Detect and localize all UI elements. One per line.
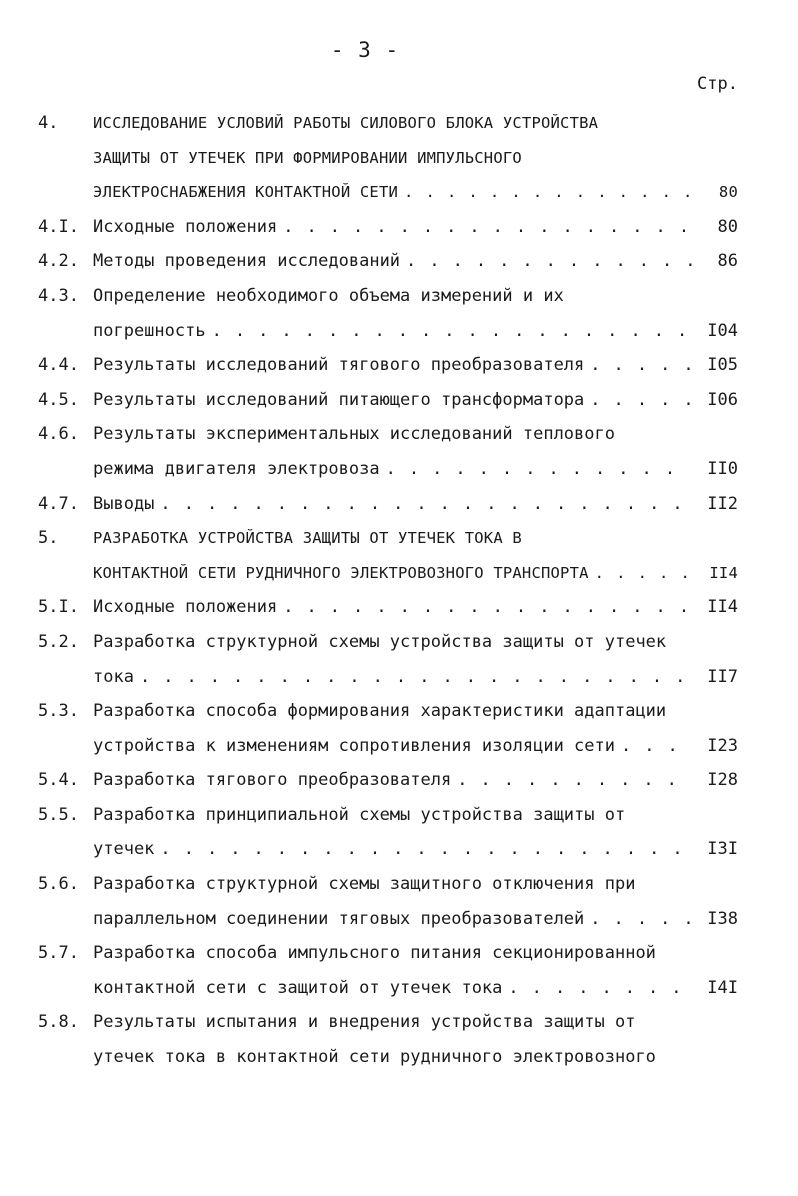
toc-entry-title: тока <box>93 666 134 687</box>
toc-entry-text <box>93 867 738 902</box>
toc-entry-text <box>93 348 738 383</box>
dot-leader <box>283 590 692 625</box>
toc-page-number: 86 <box>717 251 738 272</box>
toc-page-number: II2 <box>707 493 738 514</box>
toc-entry-number: 4.2. <box>38 251 79 272</box>
toc-line <box>0 279 798 314</box>
toc-page-number: II4 <box>707 597 738 618</box>
toc-entry-title: Разработка структурной схемы защитного отключения при <box>93 874 636 895</box>
toc-entry-text <box>93 314 738 349</box>
toc-line <box>0 1040 798 1075</box>
toc-line <box>0 348 798 383</box>
toc-line <box>0 867 798 902</box>
toc-entry-title: Исходные положения <box>93 597 278 618</box>
toc-page-number: I28 <box>707 770 738 791</box>
toc-line <box>0 625 798 660</box>
toc-entry-text <box>93 106 738 141</box>
toc-entry-title: Результаты исследований тягового преобразователя <box>93 355 585 376</box>
toc-line <box>0 694 798 729</box>
toc-page-number: I04 <box>707 320 738 341</box>
toc-page-number: I3I <box>707 839 738 860</box>
toc-entry-number: 4.7. <box>38 493 79 514</box>
toc-line <box>0 314 798 349</box>
toc-entry-text <box>93 244 738 279</box>
toc-entry-text <box>93 521 738 556</box>
dot-leader <box>406 244 692 279</box>
toc-entry-text <box>93 798 738 833</box>
toc-line <box>0 590 798 625</box>
dot-leader <box>595 556 692 591</box>
toc-entry-title: Исходные положения <box>93 216 278 237</box>
toc-entry-title: ЭЛЕКТРОСНАБЖЕНИЯ КОНТАКТНОЙ СЕТИ <box>93 183 399 202</box>
toc-entry-number: 5.8. <box>38 1012 79 1033</box>
toc-entry-number: 5.6. <box>38 874 79 895</box>
toc-page-number: I4I <box>707 977 738 998</box>
toc-entry-text <box>93 556 738 591</box>
toc-line <box>0 521 798 556</box>
toc-line <box>0 383 798 418</box>
toc-entry-text <box>93 902 738 937</box>
toc-entry-title: режима двигателя электровоза <box>93 458 380 479</box>
toc-entry-title: Результаты экспериментальных исследований теплового <box>93 424 615 445</box>
toc-page-number: I23 <box>707 735 738 756</box>
toc-entry-number: 4.I. <box>38 216 79 237</box>
toc-entry-text <box>93 590 738 625</box>
toc-line <box>0 210 798 245</box>
toc-line <box>0 832 798 867</box>
toc-entry-text <box>93 487 738 522</box>
toc-entry-text <box>93 625 738 660</box>
toc-line <box>0 902 798 937</box>
dot-leader <box>590 902 692 937</box>
toc-entry-number: 5.4. <box>38 770 79 791</box>
toc-entry-title: КОНТАКТНОЙ СЕТИ РУДНИЧНОГО ЭЛЕКТРОВОЗНОГО ТРАНСПОРТА <box>93 563 589 582</box>
toc-entry-title: устройства к изменениям сопротивления изоляции сети <box>93 735 615 756</box>
dot-leader <box>283 210 692 245</box>
toc-entry-title: Разработка структурной схемы устройства защиты от утечек <box>93 631 667 652</box>
toc-entry-text <box>93 452 738 487</box>
toc-entry-title: параллельном соединении тяговых преобразователей <box>93 908 585 929</box>
toc-entry-text <box>93 279 738 314</box>
dot-leader <box>621 729 692 764</box>
toc-line <box>0 798 798 833</box>
dot-leader <box>404 175 692 210</box>
toc-entry-number: 4.4. <box>38 355 79 376</box>
toc-line <box>0 175 798 210</box>
toc-line <box>0 556 798 591</box>
page-number: - 3 - <box>330 38 400 62</box>
toc-line <box>0 452 798 487</box>
dot-leader <box>590 383 692 418</box>
toc-page-number: 80 <box>718 183 738 202</box>
toc-entry-title: Результаты исследований питающего трансформатора <box>93 389 585 410</box>
toc-entry-title: Выводы <box>93 493 155 514</box>
toc-entry-title: Разработка способа формирования характеристики адаптации <box>93 701 667 722</box>
toc-entry-number: 4.3. <box>38 285 79 306</box>
dot-leader <box>160 487 692 522</box>
toc-entry-text <box>93 763 738 798</box>
toc-entry-title: Методы проведения исследований <box>93 251 401 272</box>
toc-entry-number: 4.6. <box>38 424 79 445</box>
toc-line <box>0 936 798 971</box>
toc-page-number: I38 <box>707 908 738 929</box>
toc-entry-text <box>93 383 738 418</box>
toc-entry-title: утечек тока в контактной сети рудничного электровозного <box>93 1047 656 1068</box>
toc-entry-text <box>93 175 738 210</box>
toc-entry-text <box>93 417 738 452</box>
toc-page-number: 80 <box>717 216 738 237</box>
toc-line <box>0 729 798 764</box>
toc-line <box>0 417 798 452</box>
toc-entry-text <box>93 660 738 695</box>
toc-entry-text <box>93 694 738 729</box>
toc-line <box>0 487 798 522</box>
toc-line <box>0 106 798 141</box>
toc-entry-title: утечек <box>93 839 155 860</box>
toc-entry-text <box>93 1040 738 1075</box>
page-column-header: Стр. <box>697 74 738 94</box>
toc-line <box>0 244 798 279</box>
toc-entry-title: Определение необходимого объема измерений и их <box>93 285 564 306</box>
dot-leader <box>140 660 692 695</box>
dot-leader <box>508 971 692 1006</box>
toc-entry-text <box>93 141 738 176</box>
toc-line <box>0 141 798 176</box>
toc-entry-title: ЗАЩИТЫ ОТ УТЕЧЕК ПРИ ФОРМИРОВАНИИ ИМПУЛЬСНОГО <box>93 148 522 167</box>
toc-entry-title: ИССЛЕДОВАНИЕ УСЛОВИЙ РАБОТЫ СИЛОВОГО БЛОКА УСТРОЙСТВА <box>93 114 599 132</box>
toc-entry-title: Разработка принципиальной схемы устройства защиты от <box>93 804 626 825</box>
toc-entry-text <box>93 832 738 867</box>
table-of-contents <box>0 106 798 1075</box>
dot-leader <box>386 452 692 487</box>
toc-entry-number: 5. <box>38 528 59 549</box>
toc-entry-number: 4.5. <box>38 389 79 410</box>
toc-entry-title: Результаты испытания и внедрения устройства защиты от <box>93 1012 636 1033</box>
toc-entry-title: Разработка способа импульсного питания секционированной <box>93 943 656 964</box>
dot-leader <box>590 348 692 383</box>
toc-entry-title: РАЗРАБОТКА УСТРОЙСТВА ЗАЩИТЫ ОТ УТЕЧЕК ТОКА В <box>93 529 522 548</box>
toc-line <box>0 971 798 1006</box>
toc-entry-number: 5.I. <box>38 597 79 618</box>
dot-leader <box>212 314 692 349</box>
toc-entry-number: 5.3. <box>38 701 79 722</box>
toc-entry-text <box>93 971 738 1006</box>
toc-entry-text <box>93 729 738 764</box>
toc-entry-number: 5.2. <box>38 631 79 652</box>
toc-entry-text <box>93 936 738 971</box>
toc-page-number: II4 <box>709 563 738 582</box>
toc-page-number: II0 <box>707 458 738 479</box>
toc-entry-number: 4. <box>38 113 59 133</box>
dot-leader <box>160 832 692 867</box>
toc-entry-title: контактной сети с защитой от утечек тока <box>93 977 503 998</box>
toc-entry-number: 5.5. <box>38 804 79 825</box>
toc-entry-title: Разработка тягового преобразователя <box>93 770 452 791</box>
toc-entry-text <box>93 1005 738 1040</box>
toc-entry-text <box>93 210 738 245</box>
dot-leader <box>457 763 692 798</box>
toc-page-number: I05 <box>707 355 738 376</box>
toc-line <box>0 660 798 695</box>
toc-line <box>0 1005 798 1040</box>
toc-page-number: I06 <box>707 389 738 410</box>
toc-line <box>0 763 798 798</box>
toc-entry-number: 5.7. <box>38 943 79 964</box>
toc-page-number: II7 <box>707 666 738 687</box>
toc-entry-title: погрешность <box>93 320 206 341</box>
